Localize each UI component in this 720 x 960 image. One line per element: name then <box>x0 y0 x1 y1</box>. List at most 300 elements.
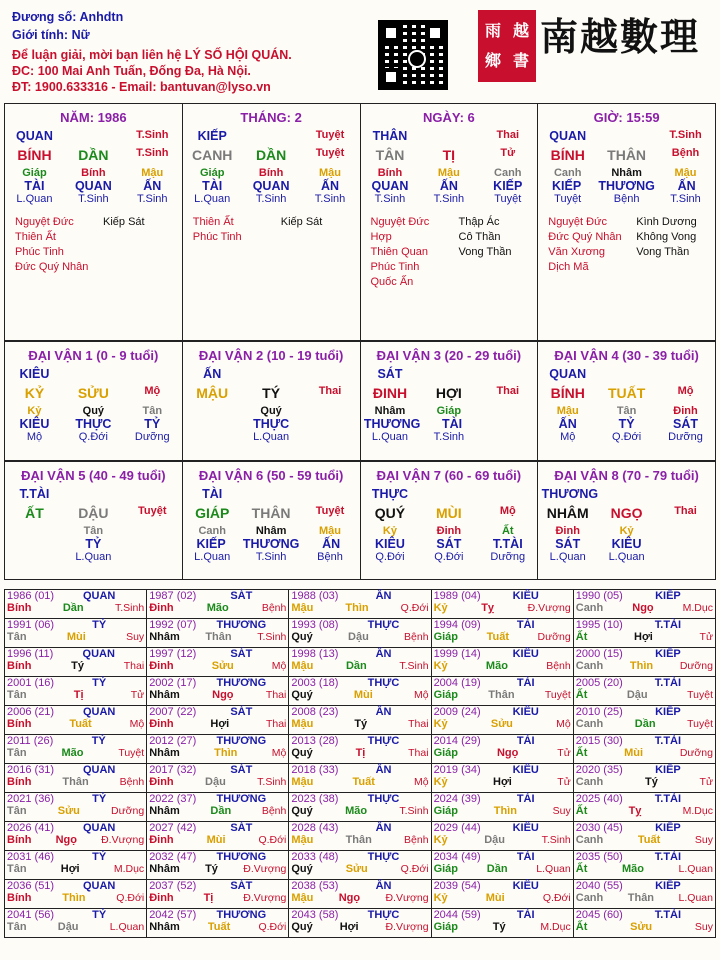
year-ts: Tử <box>699 776 713 788</box>
daivan-cell <box>182 342 360 461</box>
year-ts: Dưỡng <box>111 805 145 817</box>
year-can: Ất <box>575 921 588 933</box>
year-chi: Dậu <box>57 921 79 933</box>
year-label: 2010 (25) <box>575 706 623 718</box>
daivan-hidden-sao: THƯƠNG <box>242 537 300 551</box>
year-cell[interactable] <box>431 764 573 793</box>
year-sao: ẤN <box>375 822 392 834</box>
year-cell[interactable] <box>431 590 573 619</box>
year-label: 2003 (18) <box>291 677 339 689</box>
year-cell[interactable] <box>5 764 147 793</box>
daivan-hidden-ts: Bệnh <box>317 551 343 563</box>
year-label: 2012 (27) <box>149 735 197 747</box>
year-sao: T.TÀI <box>654 851 682 863</box>
year-can: Giáp <box>433 689 459 701</box>
year-ts: Tử <box>557 747 571 759</box>
year-can: Quý <box>291 921 313 933</box>
daivan-hidden-can <box>187 405 237 417</box>
year-cell[interactable] <box>289 590 431 619</box>
year-can: Kỷ <box>433 776 448 788</box>
year-chi: Tuất <box>486 631 509 643</box>
year-label: 2015 (30) <box>575 735 623 747</box>
hidden-ts: Tuyệt <box>494 193 522 205</box>
year-sao: ẤN <box>375 706 392 718</box>
year-sao: TÀI <box>516 909 535 921</box>
year-ts: Tử <box>130 689 145 701</box>
year-cell[interactable] <box>147 706 289 735</box>
year-cell[interactable] <box>5 793 147 822</box>
year-chi: Mão <box>61 747 84 759</box>
daivan-hidden-sao <box>127 537 177 551</box>
year-label: 1996 (11) <box>7 648 54 660</box>
daivan-chi: TÝ <box>262 385 281 401</box>
table-row <box>5 851 716 880</box>
hidden-can: Bính <box>81 167 106 179</box>
year-chi: Hợi <box>634 631 653 643</box>
year-can: Bính <box>7 660 32 672</box>
daivan-ts: Thai <box>674 505 697 517</box>
year-cell[interactable] <box>289 880 431 909</box>
daivan-ts: Tuyệt <box>138 505 167 517</box>
year-chi: Sửu <box>490 718 513 730</box>
than-sat-good: Phúc Tinh <box>192 231 242 243</box>
year-can: Canh <box>575 718 604 730</box>
year-chi: Thìn <box>629 660 654 672</box>
year-label: 1998 (13) <box>291 648 339 660</box>
year-cell[interactable] <box>573 909 715 938</box>
year-chi: Ngọ <box>632 602 654 614</box>
year-cell[interactable] <box>431 909 573 938</box>
daivan-hidden-ts <box>483 431 533 443</box>
year-cell[interactable] <box>5 909 147 938</box>
year-cell[interactable] <box>147 851 289 880</box>
year-cell[interactable] <box>431 851 573 880</box>
daivan-can: BÍNH <box>550 385 585 401</box>
daivan-hidden-ts: T.Sinh <box>255 551 287 563</box>
year-ts: Bệnh <box>404 631 429 643</box>
year-sao: TỶ <box>92 677 107 689</box>
than-sat-bad: Cô Thần <box>458 231 501 243</box>
year-sao: THƯƠNG <box>216 677 267 689</box>
year-can: Mậu <box>291 834 314 846</box>
year-cell[interactable] <box>147 590 289 619</box>
year-ts: M.Dục <box>113 863 145 875</box>
year-cell[interactable] <box>289 619 431 648</box>
year-can: Tân <box>7 689 27 701</box>
year-sao: TÀI <box>516 793 535 805</box>
year-sao: KIÊU <box>512 764 539 776</box>
year-sao: TÀI <box>516 677 535 689</box>
year-cell[interactable] <box>573 764 715 793</box>
year-can: Tân <box>7 805 27 817</box>
year-cell[interactable] <box>5 648 147 677</box>
year-label: 1989 (04) <box>433 590 481 602</box>
pillar-top-ts: Tuyệt <box>315 129 345 141</box>
year-label: 1992 (07) <box>149 619 197 631</box>
year-chi: Tị <box>203 892 214 904</box>
daivan-hidden-can: Kỷ <box>382 525 397 537</box>
year-cell[interactable] <box>289 909 431 938</box>
year-can: Canh <box>575 892 604 904</box>
year-chi: Tỵ <box>628 805 642 817</box>
pillar-title: GIỜ: 15:59 <box>593 110 660 125</box>
year-ts: Q.Đới <box>542 892 571 904</box>
daivan-hidden-ts: Q.Đới <box>78 431 108 443</box>
daivan-hidden-can: Nhâm <box>255 525 287 537</box>
than-sat-good: Thiên Ất <box>192 216 234 228</box>
year-sao: THỰC <box>367 735 400 747</box>
year-chi: Tuất <box>352 776 375 788</box>
year-sao: TỶ <box>92 851 107 863</box>
year-can: Canh <box>575 776 604 788</box>
year-cell[interactable] <box>289 706 431 735</box>
daivan-top-sao: THỰC <box>371 487 408 501</box>
year-sao: QUAN <box>82 764 116 776</box>
hidden-ts: L.Quan <box>16 193 53 205</box>
daivan-hidden-ts: Dưỡng <box>668 431 703 443</box>
year-sao: KIÊU <box>512 706 539 718</box>
hidden-sao: TÀI <box>24 179 45 193</box>
year-cell[interactable] <box>289 648 431 677</box>
year-ts: L.Quan <box>536 863 571 875</box>
daivan-hidden-can: Đinh <box>555 525 580 537</box>
year-cell[interactable] <box>289 822 431 851</box>
year-sao: KIẾP <box>655 648 681 660</box>
year-can: Giáp <box>433 631 459 643</box>
year-sao: THƯƠNG <box>216 909 267 921</box>
than-sat-bad: Thập Ác <box>458 216 500 228</box>
hidden-sao: QUAN <box>74 179 112 193</box>
year-cell[interactable] <box>573 851 715 880</box>
year-can: Kỷ <box>433 834 448 846</box>
hidden-ts: L.Quan <box>194 193 231 205</box>
year-can: Giáp <box>433 747 459 759</box>
year-cell[interactable] <box>431 706 573 735</box>
year-sao: T.TÀI <box>654 793 682 805</box>
daivan-hidden-ts: Dưỡng <box>134 431 170 443</box>
daivan-hidden-ts: Q.Đới <box>375 551 405 563</box>
year-label: 2034 (49) <box>433 851 481 863</box>
year-cell[interactable] <box>289 851 431 880</box>
year-sao: THỰC <box>367 909 400 921</box>
year-sao: THỰC <box>367 619 400 631</box>
daivan-top-sao: TÀI <box>202 487 223 501</box>
daivan-top-sao: T.TÀI <box>19 487 50 501</box>
hidden-can: Bính <box>377 167 403 179</box>
hidden-sao: ẤN <box>320 179 340 193</box>
year-can: Quý <box>291 863 313 875</box>
year-ts: Q.Đới <box>400 602 429 614</box>
year-cell[interactable] <box>431 822 573 851</box>
year-cell[interactable] <box>573 619 715 648</box>
year-sao: TỶ <box>92 909 107 921</box>
year-can: Đinh <box>149 834 174 846</box>
hidden-can: Mậu <box>141 167 164 179</box>
year-cell[interactable] <box>573 677 715 706</box>
daivan-hidden-can: Tân <box>83 525 104 537</box>
daivan-hidden-can: Canh <box>198 525 226 537</box>
year-ts: Suy <box>552 805 571 817</box>
year-cell[interactable] <box>5 880 147 909</box>
pillar-can: BÍNH <box>550 147 585 163</box>
year-can: Giáp <box>433 805 459 817</box>
year-can: Giáp <box>433 921 459 933</box>
year-sao: KIẾP <box>655 590 681 602</box>
year-label: 2016 (31) <box>7 764 55 776</box>
than-sat-bad: Vong Thần <box>458 246 512 258</box>
year-sao: THƯƠNG <box>216 619 267 631</box>
year-sao: THỰC <box>367 793 400 805</box>
year-sao: KIÊU <box>512 590 539 602</box>
year-cell[interactable] <box>147 909 289 938</box>
year-chi: Hợi <box>493 776 512 788</box>
year-label: 1991 (06) <box>7 619 55 631</box>
daivan-hidden-ts: Q.Đới <box>612 431 642 443</box>
daivan-cell <box>182 462 360 580</box>
daivan-hidden-can: Đinh <box>673 405 698 417</box>
daivan-hidden-can: Mậu <box>556 405 579 417</box>
year-ts: Bệnh <box>404 834 429 846</box>
year-ts: Q.Đới <box>258 921 287 933</box>
year-chi: Thân <box>488 689 515 701</box>
year-ts: T.Sinh <box>114 602 145 614</box>
daivan-hidden-ts: L.Quan <box>253 431 290 443</box>
year-can: Bính <box>7 602 32 614</box>
than-sat-bad: Kiếp Sát <box>103 216 145 228</box>
daivan-hidden-sao: THỰC <box>75 417 112 431</box>
year-label: 2017 (32) <box>149 764 197 776</box>
year-cell[interactable] <box>573 648 715 677</box>
hidden-can: Mậu <box>437 167 460 179</box>
year-cell[interactable] <box>431 793 573 822</box>
pillar-cell <box>182 104 360 341</box>
daivan-can: NHÂM <box>546 505 589 521</box>
year-cell[interactable] <box>431 619 573 648</box>
year-can: Mậu <box>291 892 314 904</box>
year-cell[interactable] <box>147 880 289 909</box>
year-cell[interactable] <box>5 619 147 648</box>
year-ts: T.Sinh <box>257 631 287 643</box>
year-sao: T.TÀI <box>654 677 682 689</box>
pillar-top-sao: KIẾP <box>197 129 227 143</box>
year-ts: Bệnh <box>546 660 571 672</box>
year-sao: TỶ <box>92 619 107 631</box>
pillar-can: TÂN <box>375 147 405 163</box>
year-sao: ẤN <box>375 764 392 776</box>
year-sao: SÁT <box>230 590 253 602</box>
year-ts: Đ.Vượng <box>385 892 429 904</box>
year-cell[interactable] <box>147 822 289 851</box>
year-cell[interactable] <box>289 764 431 793</box>
table-row <box>5 793 716 822</box>
year-label: 2002 (17) <box>149 677 197 689</box>
daivan-hidden-sao: KIẾP <box>196 537 226 551</box>
year-cell[interactable] <box>573 793 715 822</box>
year-chi: Mùi <box>353 689 373 701</box>
year-cell[interactable] <box>5 822 147 851</box>
daivan-hidden-can <box>661 525 711 537</box>
year-sao: QUAN <box>82 590 116 602</box>
daivan-chi: DẬU <box>78 505 109 521</box>
year-label: 2005 (20) <box>575 677 623 689</box>
year-chi: Dần <box>486 863 508 875</box>
year-chi: Dần <box>345 660 367 672</box>
year-cell[interactable] <box>147 764 289 793</box>
year-cell[interactable] <box>147 793 289 822</box>
year-label: 2007 (22) <box>149 706 197 718</box>
year-label: 2020 (35) <box>575 764 623 776</box>
hidden-sao: THƯƠNG <box>598 179 655 193</box>
address-line: ĐC: 100 Mai Anh Tuấn, Đống Đa, Hà Nội. <box>12 64 251 78</box>
year-cell[interactable] <box>147 619 289 648</box>
year-cell[interactable] <box>431 677 573 706</box>
year-label: 2001 (16) <box>7 677 55 689</box>
daivan-cell <box>360 342 538 461</box>
table-row <box>5 619 716 648</box>
than-sat-bad: Không Vong <box>636 231 697 243</box>
year-cell[interactable] <box>5 735 147 764</box>
year-cell[interactable] <box>5 677 147 706</box>
year-cell[interactable] <box>573 706 715 735</box>
year-sao: KIẾP <box>655 880 681 892</box>
year-sao: T.TÀI <box>654 909 682 921</box>
daivan-top-sao: QUAN <box>549 367 587 381</box>
year-label: 2025 (40) <box>575 793 623 805</box>
daivan-hidden-can: Ất <box>501 525 514 537</box>
year-ts: Q.Đới <box>400 863 429 875</box>
daivan-hidden-can: Kỷ <box>27 405 42 417</box>
pillar-chi: THÂN <box>607 147 647 163</box>
owner-name: Đương số: Anhdtn <box>12 10 124 24</box>
year-ts: Dưỡng <box>679 660 713 672</box>
year-cell[interactable] <box>5 851 147 880</box>
year-ts: Mộ <box>271 660 287 672</box>
year-sao: SÁT <box>230 764 253 776</box>
year-chi: Dậu <box>205 776 226 788</box>
year-sao: TỶ <box>92 793 107 805</box>
daivan-top-sao: KIÊU <box>19 367 50 381</box>
year-chi: Sửu <box>630 921 653 933</box>
year-label: 2019 (34) <box>433 764 481 776</box>
year-can: Đinh <box>149 660 174 672</box>
year-cell[interactable] <box>147 677 289 706</box>
table-row <box>5 880 716 909</box>
year-cell[interactable] <box>5 590 147 619</box>
year-cell[interactable] <box>573 822 715 851</box>
year-label: 2004 (19) <box>433 677 481 689</box>
daivan-hidden-can: Mậu <box>319 525 342 537</box>
hidden-sao: TÀI <box>202 179 223 193</box>
year-chi: Dậu <box>626 689 648 701</box>
year-can: Kỷ <box>433 892 448 904</box>
year-chi: Hợi <box>339 921 359 933</box>
year-can: Quý <box>291 805 313 817</box>
year-label: 2036 (51) <box>7 880 55 892</box>
year-ts: Tuyệt <box>118 747 145 759</box>
year-ts: Q.Đới <box>258 834 287 846</box>
year-label: 1999 (14) <box>433 648 481 660</box>
year-label: 1993 (08) <box>291 619 339 631</box>
gender: Giới tính: Nữ <box>12 28 90 42</box>
year-sao: T.TÀI <box>654 735 682 747</box>
year-cell[interactable] <box>147 648 289 677</box>
than-sat-good: Thiên Ất <box>15 231 56 243</box>
year-chi: Tuất <box>637 834 661 846</box>
hidden-can: Mậu <box>319 167 342 179</box>
qr-code-icon[interactable] <box>378 20 448 90</box>
year-sao: TÀI <box>516 735 535 747</box>
year-cell[interactable] <box>289 793 431 822</box>
than-sat-good: Văn Xương <box>548 246 606 258</box>
daivan-ts: Mộ <box>144 385 161 397</box>
year-label: 2039 (54) <box>433 880 481 892</box>
table-row <box>5 822 716 851</box>
year-can: Mậu <box>291 718 314 730</box>
daivan-hidden-ts <box>305 431 355 443</box>
hidden-ts: T.Sinh <box>136 193 168 205</box>
pillar-chi: DẦN <box>255 147 287 163</box>
year-label: 2009 (24) <box>433 706 481 718</box>
year-ts: M.Dục <box>682 805 713 817</box>
year-cell[interactable] <box>573 735 715 764</box>
year-cell[interactable] <box>431 880 573 909</box>
year-ts: Thai <box>265 718 287 730</box>
year-can: Tân <box>7 631 27 643</box>
year-label: 1995 (10) <box>575 619 623 631</box>
year-cell[interactable] <box>573 590 715 619</box>
daivan-hidden-ts: L.Quan <box>75 551 112 563</box>
year-sao: ẤN <box>375 880 392 892</box>
daivan-can: QUÝ <box>374 505 406 521</box>
year-cell[interactable] <box>431 735 573 764</box>
year-cell[interactable] <box>5 706 147 735</box>
year-chi: Dậu <box>348 631 369 643</box>
than-sat-bad: Kiếp Sát <box>280 216 323 228</box>
year-chi: Mão <box>206 602 229 614</box>
year-can: Bính <box>7 718 32 730</box>
pillar-ts: T.Sinh <box>136 147 169 159</box>
year-ts: Thai <box>265 689 287 701</box>
year-chi: Mùi <box>206 834 226 846</box>
year-cell[interactable] <box>147 735 289 764</box>
daivan-chi: HỢI <box>435 385 462 401</box>
daivan-can: ĐINH <box>372 385 408 401</box>
year-cell[interactable] <box>431 648 573 677</box>
year-label: 2011 (26) <box>7 735 54 747</box>
year-cell[interactable] <box>289 677 431 706</box>
year-cell[interactable] <box>573 880 715 909</box>
year-can: Tân <box>7 747 27 759</box>
year-ts: Tuyệt <box>687 689 713 701</box>
year-label: 2026 (41) <box>7 822 55 834</box>
year-chi: Sửu <box>345 863 368 875</box>
daivan-can: MẬU <box>196 385 229 401</box>
daivan-title: ĐẠI VẬN 8 (70 - 79 tuổi) <box>554 468 699 483</box>
year-sao: SÁT <box>230 648 253 660</box>
year-sao: KIẾP <box>655 764 681 776</box>
daivan-top-sao: SÁT <box>377 367 403 381</box>
phone-email-line: ĐT: 1900.633316 - Email: bantuvan@lyso.vn <box>12 80 271 94</box>
hidden-ts: T.Sinh <box>255 193 287 205</box>
year-label: 2037 (52) <box>149 880 197 892</box>
than-sat-good: Thiên Quan <box>370 246 428 258</box>
year-chi: Thìn <box>345 602 369 614</box>
hidden-ts: T.Sinh <box>433 193 465 205</box>
daivan-hidden-can <box>305 405 355 417</box>
year-chi: Ngọ <box>55 834 77 846</box>
year-cell[interactable] <box>289 735 431 764</box>
hidden-can: Bính <box>258 167 284 179</box>
